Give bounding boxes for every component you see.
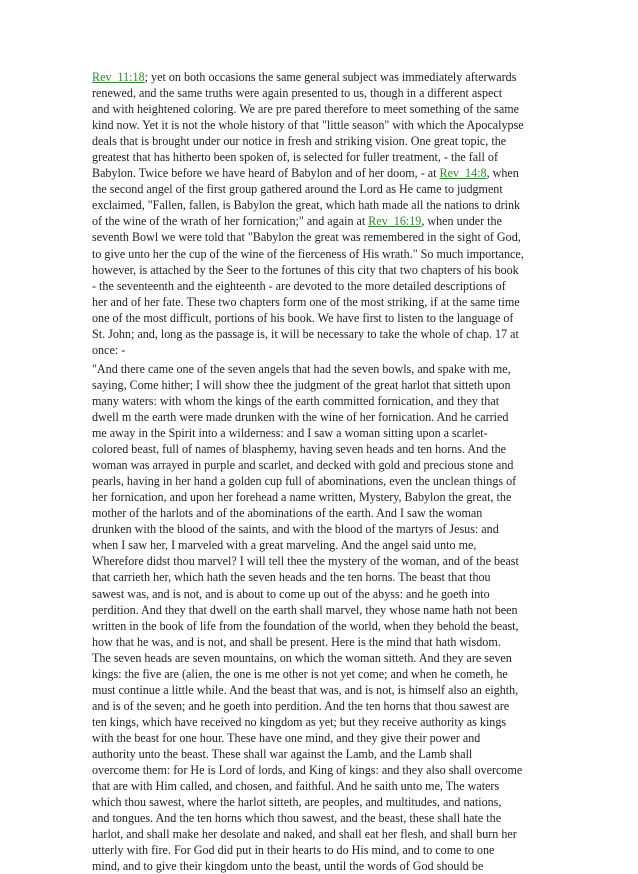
text-line: and with heightened coloring. We are pre pared therefore to meet something of the same (92, 102, 519, 117)
text-line: and tongues. And the ten horns which thou sawest, and the beast, these shall hate the (92, 811, 502, 826)
text-line: woman was arrayed in purple and scarlet, and decked with gold and precious stone and (92, 458, 514, 473)
text-line: colored beast, full of names of blasphemy, having seven heads and ten horns. And the (92, 442, 506, 457)
link-rev-11-18[interactable]: Rev_11:18 (92, 70, 145, 84)
text-line: "And there came one of the seven angels that had the seven bowls, and spake with me, (92, 361, 511, 376)
text-line: The seven heads are seven mountains, on which the woman sitteth. And they are seven (92, 650, 512, 665)
text-line: perdition. And they that dwell on the earth shall marvel, they whose name hath not been (92, 602, 518, 617)
text-line: to give unto her the cup of the wine of the fierceness of His wrath." So much importance, (92, 246, 524, 261)
text-line: and is of the seven; and he goeth into perdition. And the ten horns that thou sawest are (92, 698, 510, 713)
text-line: exclaimed, "Fallen, fallen, is Babylon the great, which hath made all the nations to drink (92, 198, 521, 213)
text-line: utterly with fire. For God did put in their hearts to do His mind, and to come to one (92, 843, 495, 858)
text-line: kind now. Yet it is not the whole history of that "little season" with which the Apocalypse (92, 118, 524, 133)
text-line: one of the most difficult, portions of his book. We have first to listen to the language of (92, 310, 514, 325)
text-line: many waters: with whom the kings of the earth committed fornication, and they that (92, 393, 500, 408)
text-line: renewed, and the same truths were again presented to us, though in a different aspect (92, 86, 503, 101)
text-line: authority unto the beast. These shall war against the Lamb, and the Lamb shall (92, 746, 473, 761)
text-line: St. John; and, long as the passage is, it will be necessary to take the whole of chap. 17 at (92, 326, 519, 341)
text-line: Wherefore didst thou marvel? I will tell thee the mystery of the woman, and of the beast (92, 554, 519, 569)
text-line: how that he was, and is not, and shall be present. Here is the mind that hath wisdom. (92, 634, 501, 649)
text-line: Babylon. Twice before we have heard of Babylon and of her doom, - at Rev_14:8, when (92, 166, 519, 181)
text-line: - the seventeenth and the eighteenth - are devoted to the more detailed descriptions of (92, 278, 506, 293)
text-line: her and of her fate. These two chapters form one of the most striking, if at the same time (92, 294, 520, 309)
text-line: that carrieth her, which hath the seven heads and the ten horns. The beast that thou (92, 570, 491, 585)
paragraph-intro (92, 69, 554, 358)
text-line: deals that is brought under our notice in fresh and striking vision. One great topic, the (92, 134, 507, 149)
text-line: overcome them: for He is Lord of lords, and King of kings: and they also shall overcome (92, 763, 523, 778)
text-line: that are with Him called, and chosen, and faithful. And he saith unto me, The waters (92, 779, 500, 794)
text-line: greatest that has hitherto been spoken of, is selected for fuller treatment, - the fall of (92, 150, 498, 165)
text-line: once: - (92, 342, 126, 357)
text-line: with the beast for one hour. These have one mind, and they give their power and (92, 730, 481, 745)
text-line: sawest was, and is not, and is about to come up out of the abyss: and he goeth into (92, 586, 490, 601)
text-line: Rev_11:18; yet on both occasions the same general subject was immediately afterwards (92, 70, 517, 84)
text-line: seventh Bowl we were told that "Babylon the great was remembered in the sight of God, (92, 230, 521, 245)
text-line: however, is attached by the Seer to the fortunes of this city that two chapters of his book (92, 262, 519, 277)
text-line: her fornication, and upon her forehead a name written, Mystery, Babylon the great, the (92, 490, 512, 505)
text-line: harlot, and shall make her desolate and naked, and shall eat her flesh, and shall burn her (92, 827, 517, 842)
text-line: ten kings, which have received no kingdom as yet; but they receive authority as kings (92, 714, 507, 729)
text-line: drunken with the blood of the saints, and with the blood of the martyrs of Jesus: and (92, 522, 499, 537)
text-line: me away in the Spirit into a wilderness: and I saw a woman sitting upon a scarlet- (92, 426, 488, 441)
text-line: when I saw her, I marveled with a great marveling. And the angel said unto me, (92, 538, 477, 553)
text-line: written in the book of life from the foundation of the world, when they behold the beast, (92, 618, 519, 633)
text-line: pearls, having in her hand a golden cup full of abominations, even the unclean things of (92, 474, 517, 489)
text-line: of the wine of the wrath of her fornication;" and again at Rev_16:19, when under the (92, 214, 502, 229)
text-line: the second angel of the first group gathered around the Lord as He came to judgment (92, 182, 503, 197)
text-line: which thou sawest, where the harlot sitteth, are peoples, and multitudes, and nations, (92, 795, 502, 810)
text-line: must continue a little while. And the beast that was, and is not, is himself also an eighth, (92, 682, 519, 697)
text-line: dwell m the earth were made drunken with the wine of her fornication. And he carried (92, 409, 509, 424)
text-line: kings: the five are (alien, the one is me other is not yet come; and when he cometh, he (92, 666, 508, 681)
link-rev-14-8[interactable]: Rev_14:8 (439, 166, 487, 181)
text-line: mother of the harlots and of the abominations of the earth. And I saw the woman (92, 506, 483, 521)
link-rev-16-19[interactable]: Rev_16:19 (368, 214, 422, 229)
paragraph-quotation (92, 361, 554, 874)
text-line: saying, Come hither; I will show thee the judgment of the great harlot that sitteth upon (92, 377, 511, 392)
text-line: mind, and to give their kingdom unto the beast, until the words of God should be (92, 859, 484, 874)
document-page (92, 69, 554, 874)
